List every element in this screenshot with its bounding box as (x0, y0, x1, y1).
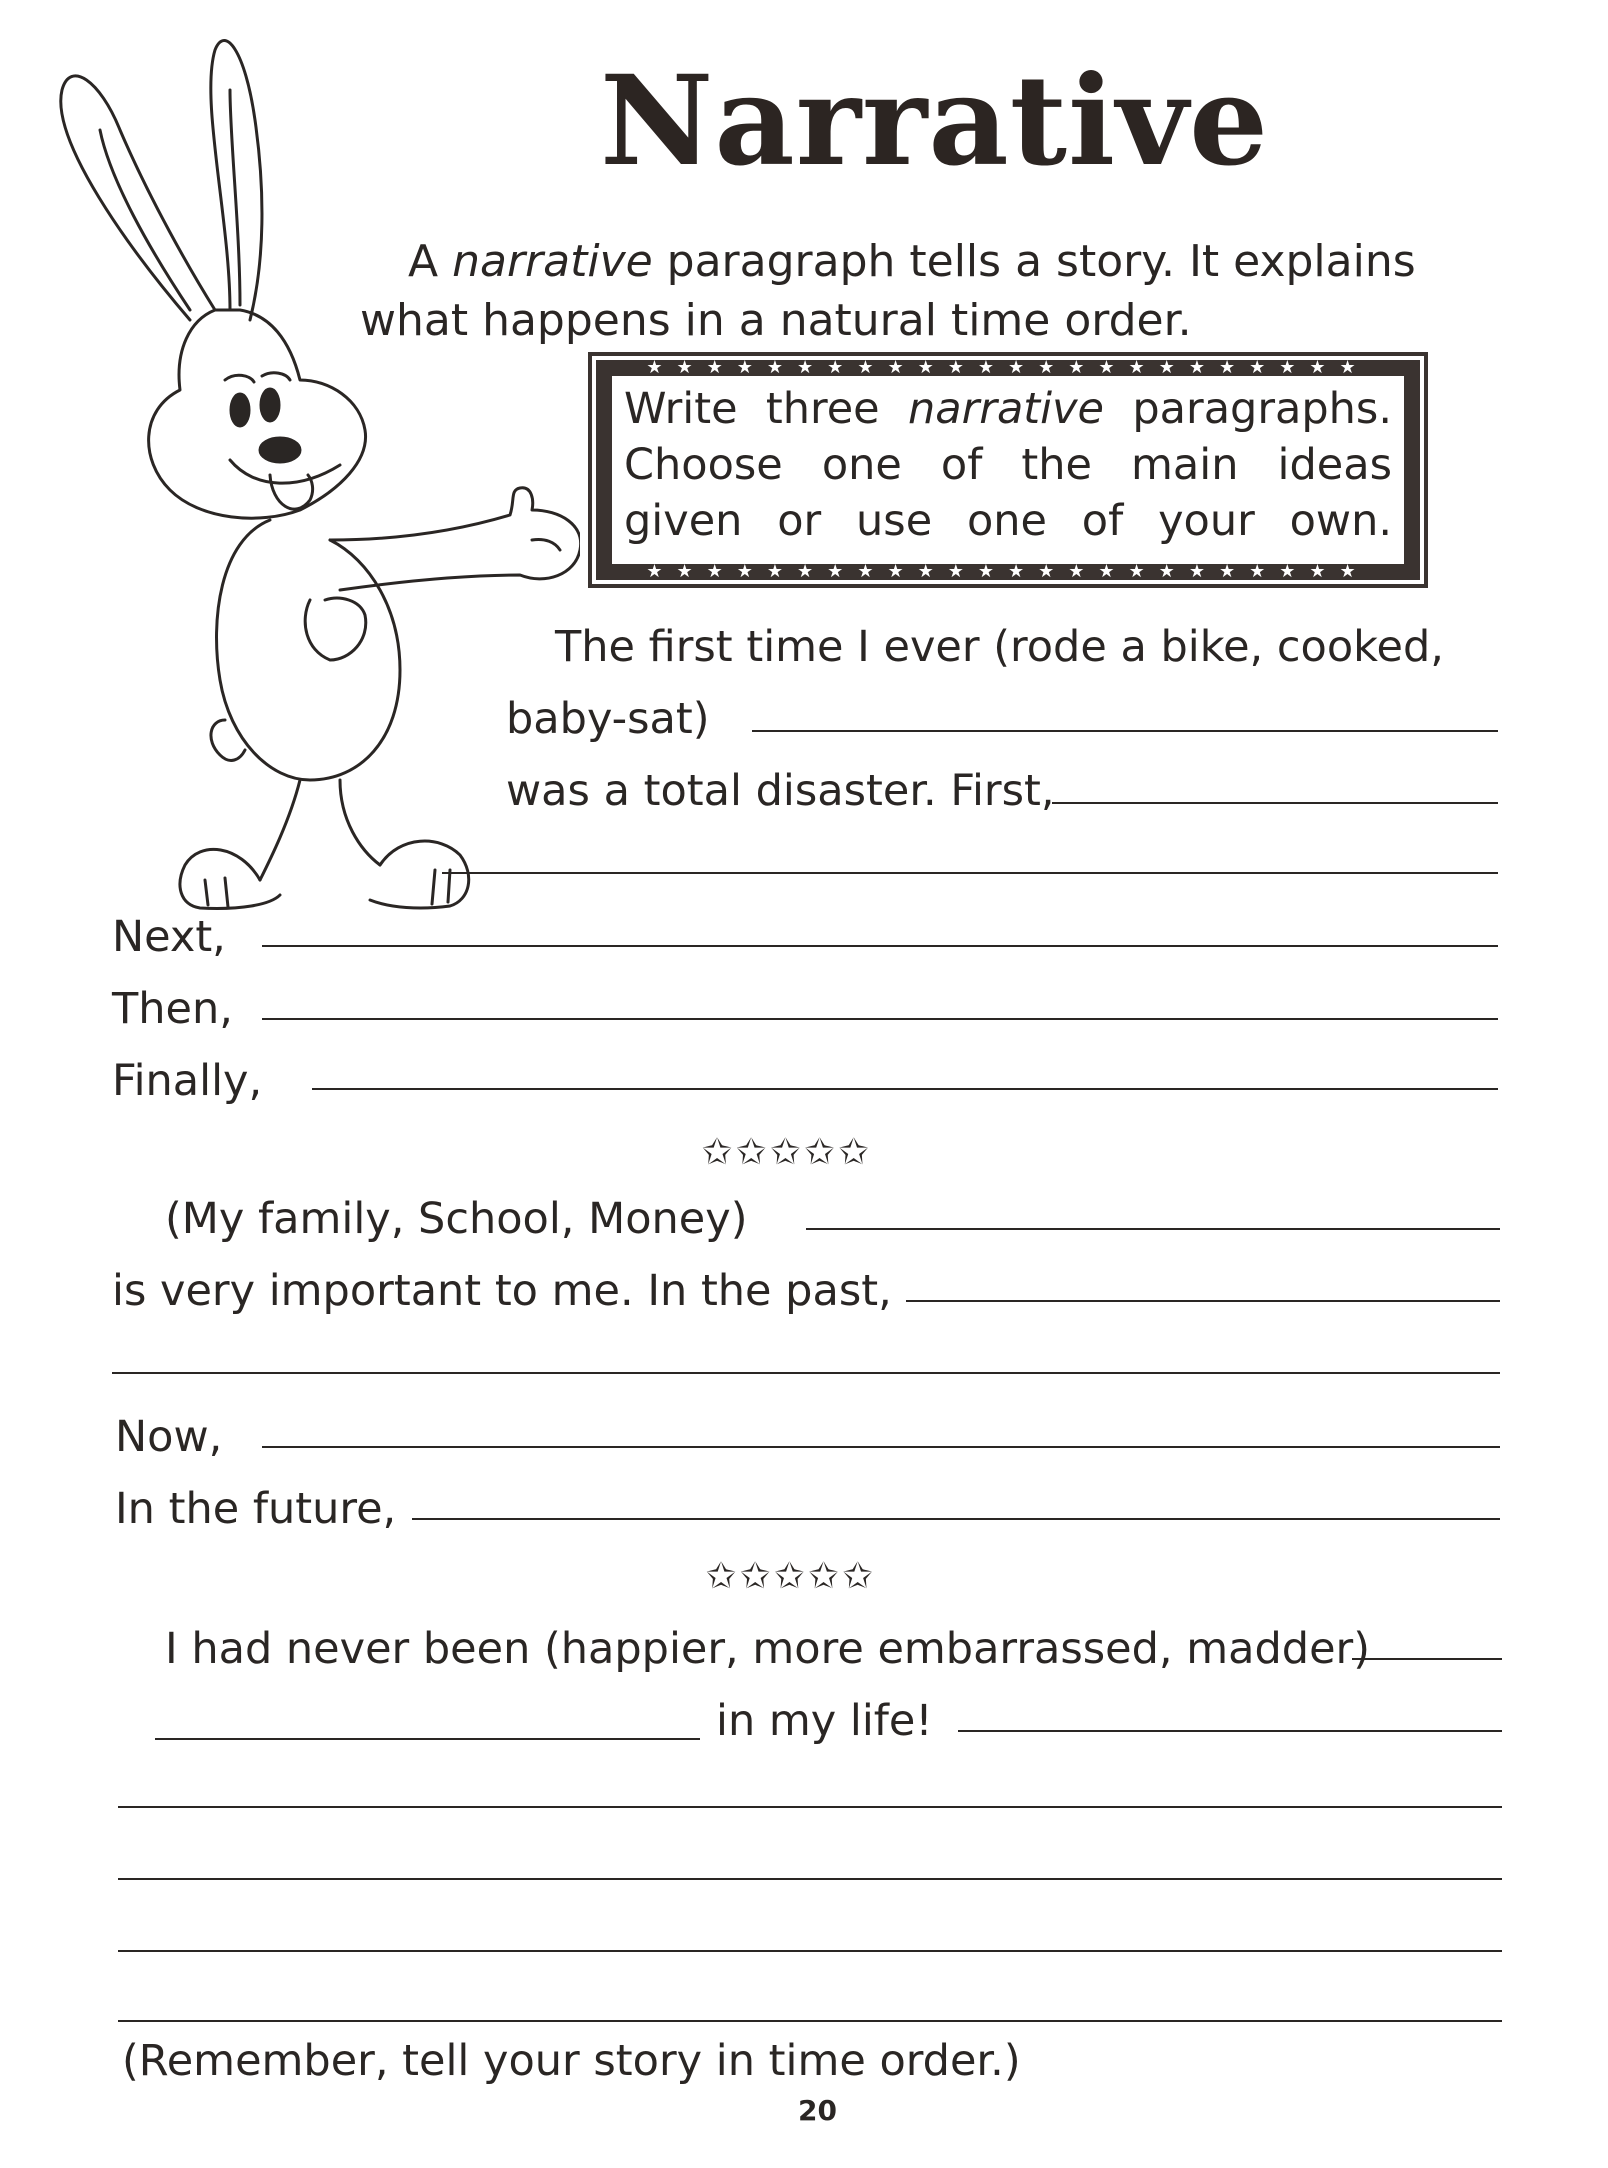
writing-line[interactable] (118, 1950, 1502, 1952)
writing-line[interactable] (442, 872, 1498, 874)
prompt2-line2: is very important to me. In the past, (112, 1266, 892, 1316)
prompt3-line1: I had never been (happier, more embarrassed, madder) (165, 1624, 1371, 1674)
prompt2-now: Now, (115, 1412, 223, 1462)
writing-line[interactable] (118, 1878, 1502, 1880)
star-divider: ✩✩✩✩✩ (706, 1556, 877, 1597)
instructions-text: Write three narrative paragraphs. Choose one of the main ideas given or use one of your own. (624, 384, 1392, 546)
prompt1-finally: Finally, (112, 1056, 263, 1106)
prompt1-line2: baby-sat) (506, 694, 710, 744)
writing-line[interactable] (906, 1300, 1500, 1302)
writing-line[interactable] (752, 730, 1498, 732)
instructions-box (596, 360, 1420, 580)
intro-italic-term: narrative (452, 236, 653, 287)
page-title: Narrative (600, 49, 1270, 194)
prompt1-line1: The first time I ever (rode a bike, cooked, (555, 622, 1444, 672)
prompt1-then: Then, (112, 984, 233, 1034)
rabbit-illustration (40, 20, 580, 910)
prompt1-line3: was a total disaster. First, (506, 766, 1055, 816)
writing-line[interactable] (262, 1018, 1498, 1020)
frame-bottom-border-stars: ★★★★★★★★★★★★★★★★★★★★★★★★ (646, 564, 1370, 580)
prompt2-future: In the future, (115, 1484, 397, 1534)
prompt3-line2: in my life! (716, 1696, 933, 1746)
writing-line[interactable] (112, 1372, 1500, 1374)
writing-line[interactable] (806, 1228, 1500, 1230)
writing-line[interactable] (412, 1518, 1500, 1520)
writing-line[interactable] (312, 1088, 1498, 1090)
frame-top-border-stars: ★★★★★★★★★★★★★★★★★★★★★★★★ (646, 360, 1370, 376)
writing-line[interactable] (118, 2020, 1502, 2022)
intro-paragraph: A narrative paragraph tells a story. It explains what happens in a natural time order. (360, 236, 1416, 347)
writing-line[interactable] (1052, 802, 1498, 804)
writing-line[interactable] (262, 945, 1498, 947)
writing-line[interactable] (118, 1806, 1502, 1808)
writing-line[interactable] (958, 1730, 1502, 1732)
writing-line[interactable] (155, 1738, 700, 1740)
star-divider: ✩✩✩✩✩ (702, 1132, 873, 1173)
prompt1-next: Next, (112, 912, 226, 962)
reminder-text: (Remember, tell your story in time order.) (122, 2036, 1021, 2086)
prompt2-line1: (My family, School, Money) (165, 1194, 748, 1244)
page-number: 20 (798, 2094, 837, 2127)
writing-line[interactable] (1352, 1658, 1502, 1660)
writing-line[interactable] (262, 1446, 1500, 1448)
